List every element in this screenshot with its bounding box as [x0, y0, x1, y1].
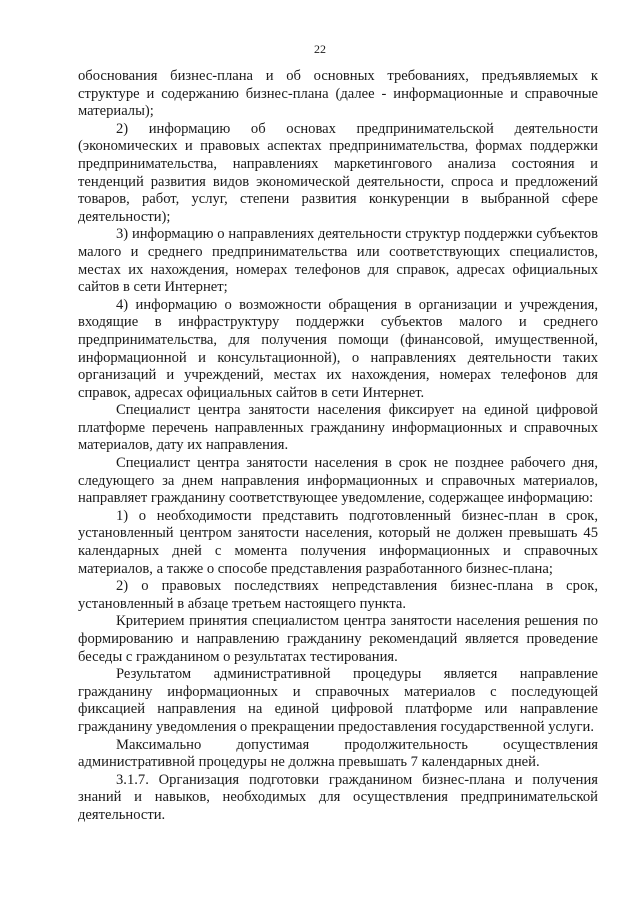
paragraph-continuation: обоснования бизнес-плана и об основных требованиях, предъявляемых к структуре и содержанию бизнес-плана (далее - информационные и справочные материалы);	[78, 68, 598, 120]
notification-item-2: 2) о правовых последствиях непредставления бизнес-плана в срок, установленный в абзаце третьем настоящего пункта.	[78, 578, 598, 612]
section-heading-3-1-7: 3.1.7. Организация подготовки гражданином бизнес-плана и получения знаний и навыков, необходимых для осуществления предпринимательской деятельности.	[78, 771, 598, 823]
paragraph-fixation: Специалист центра занятости населения фиксирует на единой цифровой платформе перечень направленных гражданину информационных и справочных материалов, дату их направления.	[78, 402, 598, 454]
paragraph-notification: Специалист центра занятости населения в срок не позднее рабочего дня, следующего за днем направления информационных и справочных материалов, направляет гражданину соответствующее уведомление, содержащее информацию:	[78, 455, 598, 507]
list-item-3: 3) информацию о направлениях деятельности структур поддержки субъектов малого и среднего предпринимательства или соответствующих специалистов, местах их нахождения, номерах телефонов для справок, адресах официальных сайтов в сети Интернет;	[78, 226, 598, 296]
list-item-4: 4) информацию о возможности обращения в организации и учреждения, входящие в инфраструктуру поддержки субъектов малого и среднего предпринимательства, для получения помощи (финансовой, имущественной, информационной и консультационной), о направлениях деятельности таких организаций и учреждений, местах их нахождения, номерах телефонов для справок, адресах официальных сайтов в сети Интернет.	[78, 296, 598, 401]
page-number: 22	[314, 42, 326, 56]
notification-item-1: 1) о необходимости представить подготовленный бизнес-план в срок, установленный центром занятости населения, который не должен превышать 45 календарных дней с момента получения информационных и справочных материалов, а также о способе представления разработанного бизнес-плана;	[78, 507, 598, 577]
paragraph-result: Результатом административной процедуры является направление гражданину информационных и справочных материалов с последующей фиксацией направления на единой цифровой платформе или направление гражданину уведомления о прекращении предоставления государственной услуги.	[78, 666, 598, 735]
list-item-2: 2) информацию об основах предпринимательской деятельности (экономических и правовых аспектах предпринимательства, формах поддержки предпринимательства, направлениях маркетингового анализа состояния и тенденций развития видов экономической деятельности, спроса и предложений товаров, работ, услуг, степени развития конкуренции в выбранной сфере деятельности);	[78, 120, 598, 225]
paragraph-duration: Максимально допустимая продолжительность осуществления административной процедуры не должна превышать 7 календарных дней.	[78, 736, 598, 771]
document-body	[78, 68, 598, 825]
paragraph-criterion: Критерием принятия специалистом центра занятости населения решения по формированию и направлению гражданину рекомендаций является проведение беседы с гражданином о результатах тестирования.	[78, 613, 598, 665]
